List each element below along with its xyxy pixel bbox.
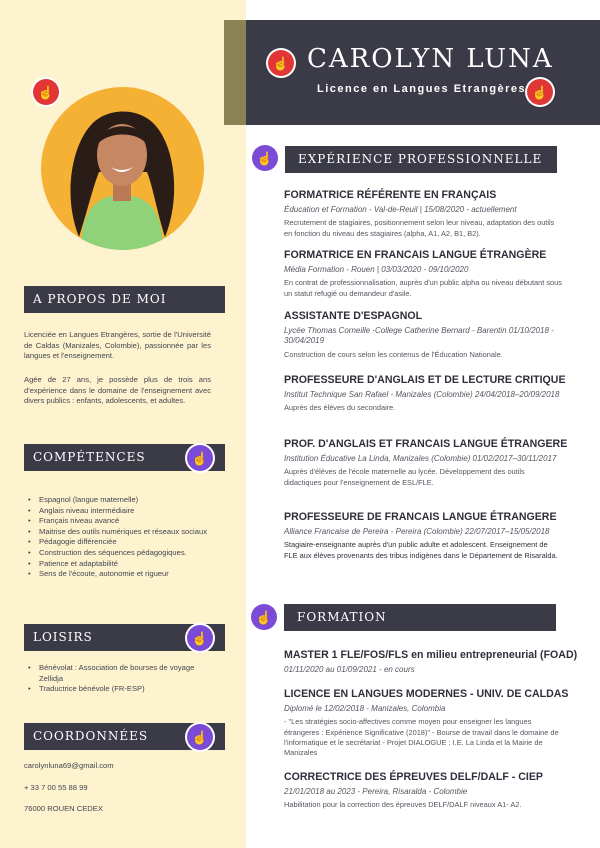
education-description: Habilitation pour la correction des épreuves DELF/DALF niveaux A1- A2. (284, 800, 522, 810)
about-paragraph-2: Agée de 27 ans, je possède plus de trois ans d'expérience dans le domaine de l'enseignement avec divers publics : enfants, adolescents, et adultes. (24, 375, 211, 406)
skill-item: • Sens de l'écoute, autonomie et rigueur (28, 569, 218, 580)
skill-item: • Français niveau avancé (28, 516, 218, 527)
candidate-subtitle: Licence en Langues Etrangères (317, 83, 527, 95)
contact-email[interactable]: carolynluna69@gmail.com (24, 761, 114, 770)
job-meta: Institution Éducative La Linda, Manizales (Colombie) 01/02/2017–30/11/2017 (284, 454, 557, 463)
experience-entry (284, 189, 562, 239)
job-description: Auprès d'élèves de l'école maternelle au lycée. Développement des outils didactiques pour l'enseignement de ESL/FLE. (284, 467, 525, 487)
portrait-illustration (41, 87, 204, 250)
job-description: Stagiaire-enseignante auprès d'un public adulte et adolescent. Enseignement de FLE aux élèves provenants des tribus indigènes dans le Département de Risaralda. (284, 540, 558, 560)
hand-pointer-icon: ☝ (527, 79, 553, 105)
education-meta: 01/11/2020 au 01/09/2021 - en cours (284, 665, 415, 674)
hand-pointer-icon: ☝ (268, 50, 294, 76)
job-title: FORMATRICE RÉFÉRENTE EN FRANÇAIS (284, 189, 497, 201)
skill-item: • Construction des séquences pédagogiques. (28, 548, 218, 559)
job-description: Auprès des élèves du secondaire. (284, 403, 396, 413)
education-meta: 21/01/2018 au 2023 - Pereira, Risaralda - Colombie (284, 787, 468, 796)
job-meta: Média Formation - Rouen | 03/03/2020 - 09/10/2020 (284, 265, 469, 274)
hobbies-heading: LOISIRS (24, 624, 225, 651)
education-entry (284, 649, 578, 675)
about-heading: A PROPOS DE MOI (24, 286, 225, 313)
hobby-item: • Bénévolat : Association de bourses de voyage Zellidja (28, 663, 218, 684)
skills-list (28, 495, 218, 580)
education-heading: FORMATION (284, 604, 556, 631)
experience-entry (284, 310, 562, 360)
hand-pointer-icon: ☝ (251, 604, 277, 630)
job-title: PROF. D'ANGLAIS ET FRANCAIS LANGUE ÉTRANGERE (284, 438, 568, 450)
hand-pointer-icon: ☝ (187, 625, 213, 651)
hand-pointer-icon: ☝ (187, 445, 213, 471)
hobbies-list (28, 663, 218, 695)
education-meta: Diplomé le 12/02/2018 - Manizales, Colombia (284, 704, 446, 713)
job-title: ASSISTANTE D'ESPAGNOL (284, 310, 423, 322)
experience-heading: EXPÉRIENCE PROFESSIONNELLE (285, 146, 557, 173)
education-title: CORRECTRICE DES ÉPREUVES DELF/DALF - CIEP (284, 771, 543, 783)
job-meta: Lycée Thomas Corneille -College Catherine Bernard - Barentin 01/10/2018 - 30/04/2019 (284, 326, 554, 346)
profile-photo (41, 87, 204, 250)
education-title: MASTER 1 FLE/FOS/FLS en milieu entrepreneurial (FOAD) (284, 649, 578, 661)
experience-entry (284, 438, 568, 488)
skill-item: • Anglais niveau intermédiaire (28, 506, 218, 517)
job-description: En contrat de professionnalisation, auprès d'un public alpha ou niveau débutant sous un statut refugié ou demandeur d'asile. (284, 278, 562, 298)
experience-entry (284, 249, 562, 299)
job-description: Recrutement de stagiaires, positionnement selon leur niveau, adaptation des outils en fonction du niveau des stagiaires (alpha, A1, A2, B1, B2). (284, 218, 555, 238)
hobby-item: • Traductrice bénévole (FR-ESP) (28, 684, 218, 695)
header-accent-bar (224, 20, 246, 125)
job-meta: Institut Technique San Rafael - Manizales (Colombie) 24/04/2018–20/09/2018 (284, 390, 560, 399)
about-paragraph-1: Licenciée en Langues Etrangères, sortie de l'Université de Caldas (Manizales, Colombie), passionnée par les langues et l'enseignement. (24, 330, 211, 361)
education-entry (284, 771, 562, 811)
candidate-name: CAROLYN LUNA (307, 44, 554, 74)
job-meta: Alliance Francaise de Pereira - Pereira (Colombie) 22/07/2017–15/05/2018 (284, 527, 550, 536)
skill-item: • Pédagogie différenciée (28, 537, 218, 548)
education-description: - "Les stratégies socio-affectives comme moyen pour enseigner les langues étrangeres : Expérience Significative (2018)" - Bourse de travail dans le domaine de l'informatique et le secrétariat - Projet DIALOGUE : I.E. La Linda et la Mairie de Manizales (284, 717, 559, 758)
contact-phone[interactable]: + 33 7 00 55 88 99 (24, 783, 88, 792)
job-description: Construction de cours selon les contenus de l'Éducation Nationale. (284, 349, 503, 359)
skill-item: • Patience et adaptabilité (28, 559, 218, 570)
job-title: PROFESSEURE D'ANGLAIS ET DE LECTURE CRITIQUE (284, 374, 566, 386)
job-title: PROFESSEURE DE FRANCAIS LANGUE ÉTRANGERE (284, 511, 557, 523)
hand-pointer-icon: ☝ (33, 79, 59, 105)
contact-heading: COORDONNÉES (24, 723, 225, 750)
skills-heading: COMPÉTENCES (24, 444, 225, 471)
hand-pointer-icon: ☝ (252, 145, 278, 171)
skill-item: • Maitrise des outils numériques et réseaux sociaux (28, 527, 218, 538)
experience-entry (284, 511, 562, 561)
hand-pointer-icon: ☝ (187, 724, 213, 750)
job-meta: Éducation et Formation - Val-de-Reuil | 15/08/2020 - actuellement (284, 205, 517, 214)
education-entry (284, 688, 569, 758)
education-title: LICENCE EN LANGUES MODERNES - UNIV. DE CALDAS (284, 688, 569, 700)
job-title: FORMATRICE EN FRANCAIS LANGUE ÉTRANGÈRE (284, 249, 547, 261)
contact-address: 76000 ROUEN CEDEX (24, 804, 103, 813)
experience-entry (284, 374, 566, 414)
skill-item: • Espagnol (langue maternelle) (28, 495, 218, 506)
